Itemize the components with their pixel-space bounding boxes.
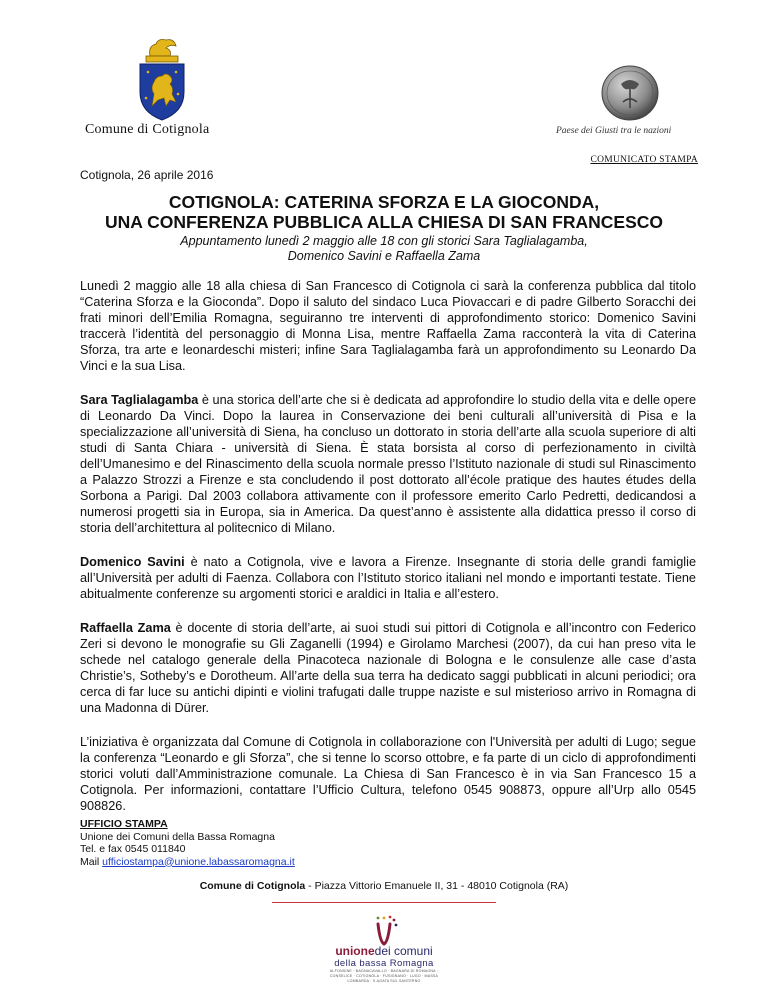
paragraph-taglialagamba	[80, 392, 696, 536]
union-word-2: dei comuni	[374, 944, 433, 958]
municipality-caption: Comune di Cotignola	[85, 122, 210, 137]
paragraph-savini	[80, 554, 696, 602]
municipal-crest-icon	[136, 36, 188, 122]
footer-divider	[272, 902, 496, 903]
mail-label: Mail	[80, 855, 103, 868]
document-title	[60, 192, 708, 232]
press-office-block	[80, 818, 480, 868]
union-logo-line-3: ALFONSINE · BAGNACAVALLO · BAGNARA DI ROMAGNA · CONSELICE · COTIGNOLA · FUSIGNANO · LUGO · MASSA LOMBARDA · S.AGATA SUL SANTERNO	[329, 969, 439, 983]
paragraph-info: L’iniziativa è organizzata dal Comune di Cotignola in collaborazione con l'Università per adulti di Lugo; segue la conferenza “Leonardo e gli Sforza”, che si tenne lo scorso ottobre, e fa parte di un ciclo di approfondimenti storici voluti dall’Amministrazione comunale. La Chiesa di San Francesco è in via San Francesco 15 a Cotignola. Per informazioni, contattare l’Ufficio Cultura, telefono 0545 908873, oppure all’Urp allo 0545 908826.	[80, 735, 696, 813]
bio-zama: è docente di storia dell’arte, ai suoi studi sui pittori di Cotignola e all’incontro con Federico Zeri si devono le monografie su Gli Zaganelli (1994) e Girolamo Marchesi (2007), da cui han preso vita le schede nel catalogo generale della Pinacoteca nazionale di Bologna e le consulenze alle case d’asta Christie’s, Sotheby’s e Dorotheum. All’arte della sua terra ha dedicato saggi pubblicati in alcuni periodici; ora cerca di far luce su antichi dipinti e violini trafugati dalle truppe naziste e sul misterioso arrivo in Romagna di una Madonna di Dürer.	[80, 621, 696, 715]
name-taglialagamba: Sara Taglialagamba	[80, 393, 199, 407]
dateline: Cotignola, 26 aprile 2016	[80, 168, 214, 182]
name-savini: Domenico Savini	[80, 555, 185, 569]
footer-address-text: - Piazza Vittorio Emanuele II, 31 - 48010 Cotignola (RA)	[305, 880, 569, 892]
union-logo-text	[320, 945, 448, 984]
bio-taglialagamba: è una storica dell’arte che si è dedicata ad approfondire lo studio della vita e delle opere di Leonardo Da Vinci. Dopo la laurea in Conservazione dei beni culturali all’università di Pisa e la specializzazione all’università di Siena, ha concluso un dottorato in storia dell’arte alla scuola superiore di alti studi di Santa Chiara - università di Siena. È stata borsista al corso di perfezionamento in civiltà dell’Umanesimo e del Rinascimento della scuola normale presso l’Istituto nazionale di studi sul Rinascimento a Palazzo Strozzi a Firenze e sta concludendo il post dottorato all’école pratique des hautes études della Sorbona a Parigi. Dal 2003 collabora attivamente con il professore emerito Carlo Pedretti, dedicandosi a numerosi progetti sia in Europa, sia in America. Da quest’anno è assistente alla didattica presso il corso di storia dell’architettura al politecnico di Milano.	[80, 393, 697, 535]
press-release-label: COMUNICATO STAMPA	[590, 155, 698, 165]
union-logo-line-1	[320, 945, 448, 958]
title-line-1: COTIGNOLA: CATERINA SFORZA E LA GIOCONDA,	[168, 192, 600, 212]
bio-savini: è nato a Cotignola, vive e lavora a Firenze. Insegnante di storia delle grandi famiglie all’Università per adulti di Faenza. Collabora con l’Istituto storico italiani nel mondo e importanti testate. Tiene abitualmente conferenze su argomenti storici e araldici in Italia e all’estero.	[80, 555, 697, 601]
union-logo-line-2: della bassa Romagna	[334, 958, 434, 969]
paragraph-intro: Lunedì 2 maggio alle 18 alla chiesa di San Francesco di Cotignola ci sarà la conferenza pubblica dal titolo “Caterina Sforza e la Gioconda”. Dopo il saluto del sindaco Luca Piovaccari e di padre Gilberto Soracchi dei frati minori dell’Emilia Romagna, seguiranno tre interventi di approfondimento storico: Domenico Savini traccerà l’identità del personaggio di Monna Lisa, mentre Raffaella Zama racconterà la vita di Caterina Sforza, tra arte e leonardeschi misteri; infine Sara Taglialagamba farà un approfondimento su Leonardo Da Vinci e la sua Lisa.	[80, 279, 696, 373]
press-office-email-link[interactable]: ufficiostampa@unione.labassaromagna.it	[102, 855, 295, 868]
footer-name: Comune di Cotignola	[199, 880, 306, 892]
name-zama: Raffaella Zama	[80, 621, 171, 635]
union-word-1: unione	[335, 944, 375, 958]
paragraph-zama	[80, 620, 696, 716]
title-line-2: UNA CONFERENZA PUBBLICA ALLA CHIESA DI SAN FRANCESCO	[104, 212, 664, 232]
press-office-title: UFFICIO STAMPA	[80, 818, 168, 830]
press-office-mail-row	[80, 856, 480, 869]
body-text	[80, 278, 696, 832]
righteous-medal-icon	[585, 62, 675, 122]
footer-address	[80, 880, 688, 892]
document-subtitle	[60, 234, 708, 264]
medal-caption: Paese dei Giusti tra le nazioni	[556, 126, 672, 136]
press-office-org: Unione dei Comuni della Bassa Romagna	[80, 830, 275, 843]
subtitle-line-1: Appuntamento lunedì 2 maggio alle 18 con gli storici Sara Taglialagamba,	[180, 234, 588, 248]
press-office-phone: Tel. e fax 0545 011840	[80, 843, 186, 855]
subtitle-line-2: Domenico Savini e Raffaella Zama	[287, 249, 481, 263]
